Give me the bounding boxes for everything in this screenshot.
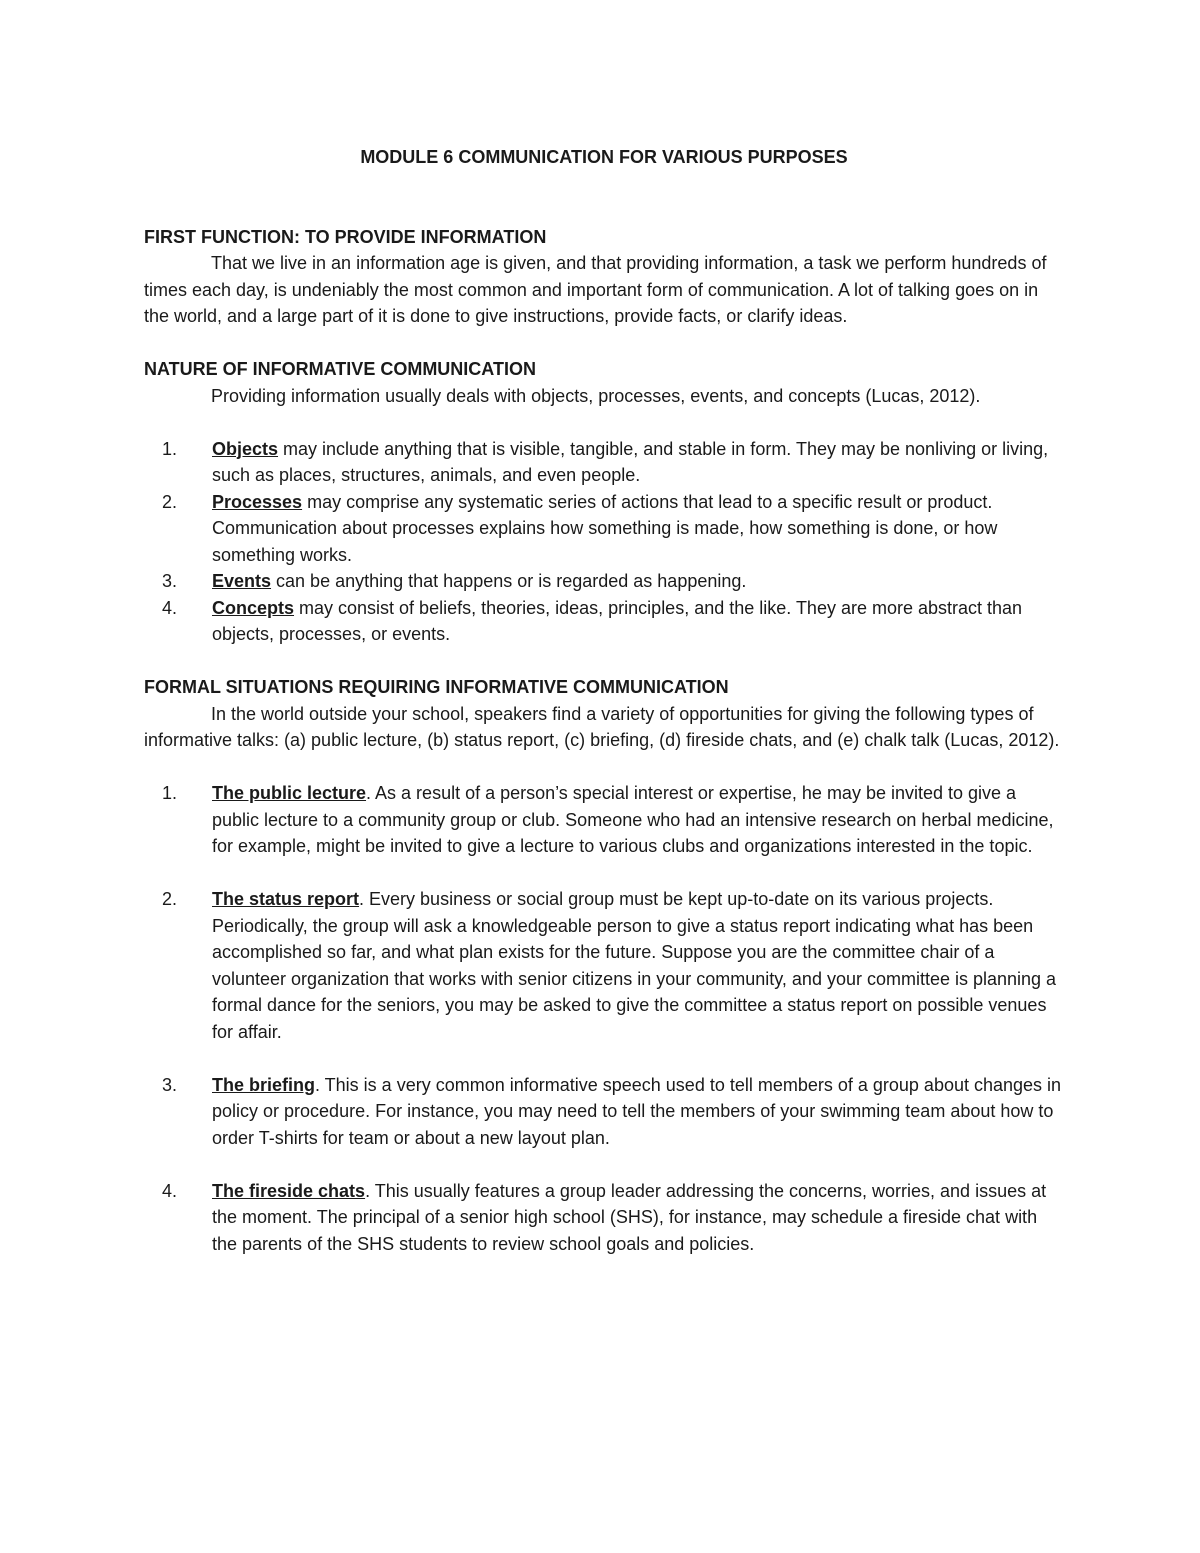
section-paragraph-first-function: That we live in an information age is given, and that providing information, a task we perform hundreds of times each day, is undeniably the most common and important form of communication. A lot of talking goes on in the world, and a large part of it is done to give instructions, provide facts, or clarify ideas. (144, 253, 1047, 326)
list-text: . This is a very common informative speech used to tell members of a group about changes in policy or procedure. For instance, you may need to tell the members of your swimming team about how to order T-shirts for team or about a new layout plan. (212, 1074, 1062, 1148)
list-term: The public lecture (212, 783, 367, 803)
list-term: Processes (212, 491, 303, 512)
section-paragraph-formal-situations: In the world outside your school, speakers find a variety of opportunities for giving the following types of informative talks: (a) public lecture, (b) status report, (c) briefing, (d) fireside chats, and (e) chalk talk (Lucas, 2012). (144, 703, 1060, 750)
list-term: The briefing (212, 1074, 315, 1095)
list-number: 2. (162, 889, 178, 909)
list-number: 4. (162, 597, 178, 618)
list-item (144, 595, 1064, 648)
document-page (144, 144, 1064, 1257)
list-text: may consist of beliefs, theories, ideas, principles, and the like. They are more abstract than objects, processes, or events. (212, 597, 1023, 644)
list-term: The fireside chats (212, 1180, 366, 1201)
section-heading-formal-situations: FORMAL SITUATIONS REQUIRING INFORMATIVE COMMUNICATION (144, 677, 729, 697)
list-item (144, 886, 1064, 1045)
list-item (144, 568, 1064, 595)
list-term: Events (212, 571, 272, 591)
list-text: may include anything that is visible, tangible, and stable in form. They may be nonliving or living, such as places, structures, animals, and even people. (212, 438, 1049, 485)
list-number: 4. (162, 1180, 178, 1201)
list-item (144, 780, 1064, 860)
list-text: . Every business or social group must be kept up-to-date on its various projects. Periodically, the group will ask a knowledgeable person to give a status report indicating what has been accomplished so far, and what plan exists for the future. Suppose you are the committee chair of a volunteer organization that works with senior citizens in your community, and your committee is planning a formal dance for the seniors, you may be asked to give the committee a status report on possible venues for affair. (212, 889, 1057, 1042)
list-text: may comprise any systematic series of actions that lead to a specific result or product. Communication about processes explains how something is made, how something is done, or how something works. (212, 491, 998, 565)
section-paragraph-nature: Providing information usually deals with objects, processes, events, and concepts (Lucas, 2012). (211, 385, 981, 406)
section-heading-first-function: FIRST FUNCTION: TO PROVIDE INFORMATION (144, 226, 547, 247)
list-number: 2. (162, 491, 178, 512)
nature-list (144, 436, 1064, 648)
list-number: 1. (162, 783, 178, 803)
list-number: 3. (162, 1074, 178, 1095)
list-term: Concepts (212, 597, 295, 618)
list-text: . As a result of a person’s special interest or expertise, he may be invited to give a public lecture to a community group or club. Someone who had an intensive research on herbal medicine, for example, might be invited to give a lecture to various clubs and organizations interested in the topic. (212, 783, 1054, 856)
list-text: can be anything that happens or is regarded as happening. (271, 571, 747, 591)
list-item (144, 1178, 1064, 1258)
list-item (144, 1072, 1064, 1152)
list-term: Objects (212, 438, 279, 459)
document-title: MODULE 6 COMMUNICATION FOR VARIOUS PURPOSES (360, 147, 848, 167)
list-term: The status report (212, 889, 360, 909)
list-item (144, 489, 1064, 569)
list-item (144, 436, 1064, 489)
formal-situations-list (144, 780, 1064, 1257)
list-text: . This usually features a group leader addressing the concerns, worries, and issues at the moment. The principal of a senior high school (SHS), for instance, may schedule a fireside chat with the parents of the SHS students to review school goals and policies. (212, 1180, 1047, 1254)
list-number: 3. (162, 571, 178, 591)
section-heading-nature: NATURE OF INFORMATIVE COMMUNICATION (144, 359, 536, 379)
list-number: 1. (162, 438, 178, 459)
